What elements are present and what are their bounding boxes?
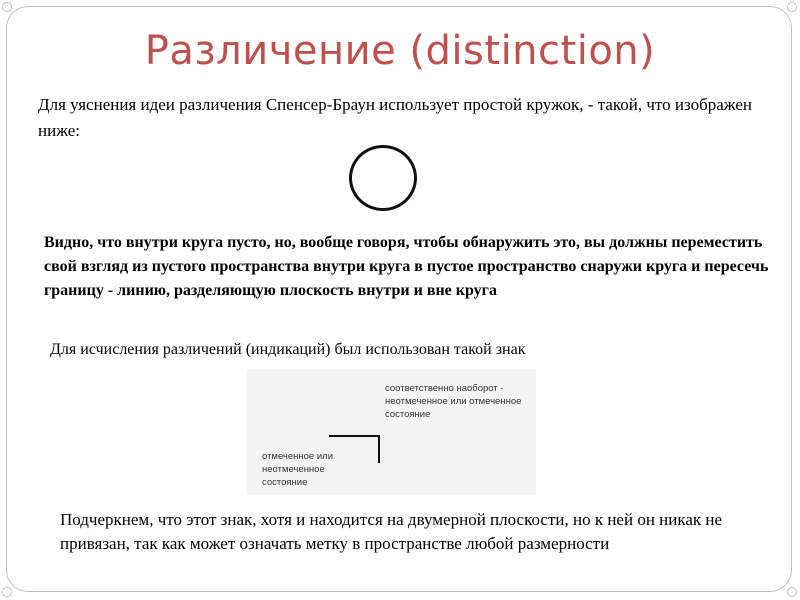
frame-corner-top-right [787, 2, 797, 12]
conclusion-paragraph: Подчеркнем, что этот знак, хотя и находится на двумерной плоскости, но к ней он никак не привязан, так как может означать метку в пространстве любой размерности [60, 510, 723, 553]
distinction-circle [349, 145, 417, 211]
mark-horizontal-line [329, 435, 380, 437]
frame-corner-top-left [2, 2, 12, 12]
frame-corner-bottom-right [787, 587, 797, 597]
mark-vertical-line [378, 435, 380, 463]
diagram-label-outside: соответственно наоборот - неотмеченное или отмеченное состояние [385, 383, 522, 420]
circle-explanation-paragraph: Видно, что внутри круга пусто, но, вообще говоря, чтобы обнаружить это, вы должны переместить свой взгляд из пустого пространства внутри круга в пустое пространство снаружи круга и пересечь границу - линию, разделяющую плоскость внутри и вне круга [44, 234, 769, 299]
slide-title: Различение (distinction) [144, 28, 656, 74]
calculus-paragraph: Для исчисления различений (индикаций) был использован такой знак [50, 341, 526, 358]
diagram-label-inside: отмеченное или неотмеченное состояние [262, 451, 334, 488]
frame-corner-bottom-left [2, 587, 12, 597]
intro-paragraph: Для уяснения идеи различения Спенсер-Браун использует простой кружок, - такой, что изображен ниже: [38, 95, 752, 140]
